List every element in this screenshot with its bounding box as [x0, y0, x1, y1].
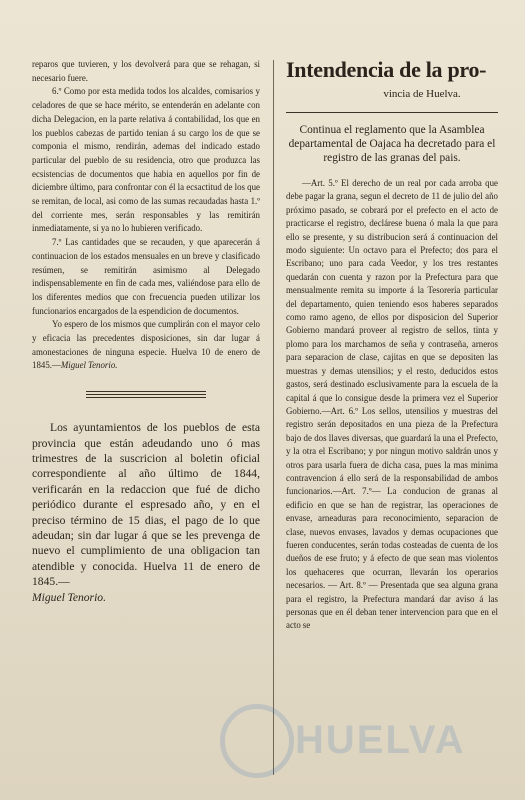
notice-text: Los ayuntamientos de los pueblos de esta provincia que están adeudando uno ó mas trimestres de la suscricion al boletin oficial correspondiente al año último de 1844, verificarán en la redaccion que fué de dicho periódico durante el espresado año, y en el preciso término de 15 dias, el pago de lo que adeudan; sin dar lugar á que se les prevenga de nuevo el cumplimiento de una obligacion tan atendible y conocida. Huelva 11 de enero de 1845.—: [32, 421, 260, 589]
decorative-rule: [86, 391, 206, 398]
section-title: Intendencia de la pro-: [286, 57, 487, 82]
title-rule: [286, 112, 498, 113]
closing-paragraph: [32, 318, 260, 373]
watermark-text: HUELVA: [295, 718, 466, 762]
closing-text: Yo espero de los mismos que cumplirán con el mayor celo y eficacia las precedentes disposiciones, sin dar lugar á amonestaciones de ninguna especie. Huelva 10 de enero de 1845.—: [32, 319, 260, 371]
library-watermark: [200, 700, 500, 790]
right-column: [286, 58, 498, 633]
left-column: [32, 58, 260, 617]
signature-2: Miguel Tenorio.: [32, 590, 106, 604]
article-body: —Art. 5.º El derecho de un real por cada arroba que debe pagar la grana, segun el decreto de 11 de julio del año próximo pasado, se cobrará por el prefecto en el acto de practicarse el registro, declárese buena ó mala la que para ello se presente, y su distribucion será á continuacion del modo siguiente: Un octavo para el Prefecto; dos para el Escribano; uno para cada Veedor, y los tres restantes quedarán con cuenta y razon por la Prefectura para que mensualmente remita su importe á la Tesorería particular del departamento, quien teniendo esos haberes separados como ramo ageno, de ellos por disposicion del Superior Gobierno mandará proveer al registro de sellos, tinta y plomo para los marchamos de seña y contraseña, arneros para separacion de clase, cajitas en que se depositen las muestras y demas utensilios; y el resto, deducidos estos gastos, será destinado esclusivamente para la escuela de la capital á que lo consigue desde la primera vez el Superior Gobierno.—Art. 6.º Los sellos, utensilios y muestras del registro serán depositados en una pieza de la Prefectura bajo de dos llaves diversas, que guardará la una el Prefecto, y la otra el Escribano; y por ningun motivo saldrán unos y otros para usarla fuera de dicha casa, pues la mas minima contravencion á ello será de la responsabilidad de ambos funcionarios.—Art. 7.º— La conducion de granas al edificio en que se han de registrar, las operaciones de envase, arneaduras para reconocimiento, separacion de clase, nuevos envases, lavados y demas ocupaciones que fueren conducentes, serán todas costeadas de cuenta de los dueños de ese fruto; y á efecto de que sean mas violentos los quehaceres que ocurran, llevarán los operarios necesarios. — Art. 8.º — Presentada que sea alguna grana para el registro, la Prefectura mandará dar aviso á las personas que en él deban tener intervencion para que en el acto se: [286, 178, 498, 631]
column-divider: [273, 60, 274, 775]
paragraph-7: 7.º Las cantidades que se recauden, y que aparecerán á continuacion de los estados mensuales en un breve y clasificado resúmen, se remitirán asimismo al Delegado indispensablemente en fin de cada mes, valiéndose para ello de los diferentes medios que con frecuencia pueden utilizar los funcionarios encargados de la espendicion de documentos.: [32, 237, 260, 316]
watermark-logo-icon: [220, 704, 294, 778]
paragraph-6: 6.º Como por esta medida todos los alcaldes, comisarios y celadores de que se hace mérito, se entenderán en adelante con dicha Delegacion, en la parte relativa á contabilidad, los que en los pueblos cabezas de partido tenian á su cargo los de que se componia el mismo, rendirán, ademas del indicado estado particular del pueblo de su residencia, otro que produzca las ecsistencias de documentos que habia en aquellos por fin de diciembre último, para confrontar con él la ecsactitud de los que se remitan, de local, asi como de las sumas recaudadas hasta 1.º del corriente mes, serán responsables y las remitirán inmediatamente, si ya no lo hubieren verificado.: [32, 86, 260, 234]
signature-1: Miguel Tenorio.: [60, 360, 118, 371]
section-subtitle: vincia de Huelva.: [383, 88, 461, 100]
article-heading: Continua el reglamento que la Asamblea departamental de Oajaca ha decretado para el registro de las granas del pais.: [288, 124, 496, 164]
paragraph-continued: reparos que tuvieren, y los devolverá para que se rehagan, si necesario fuere.: [32, 59, 260, 83]
notice-paragraph: [32, 420, 260, 605]
